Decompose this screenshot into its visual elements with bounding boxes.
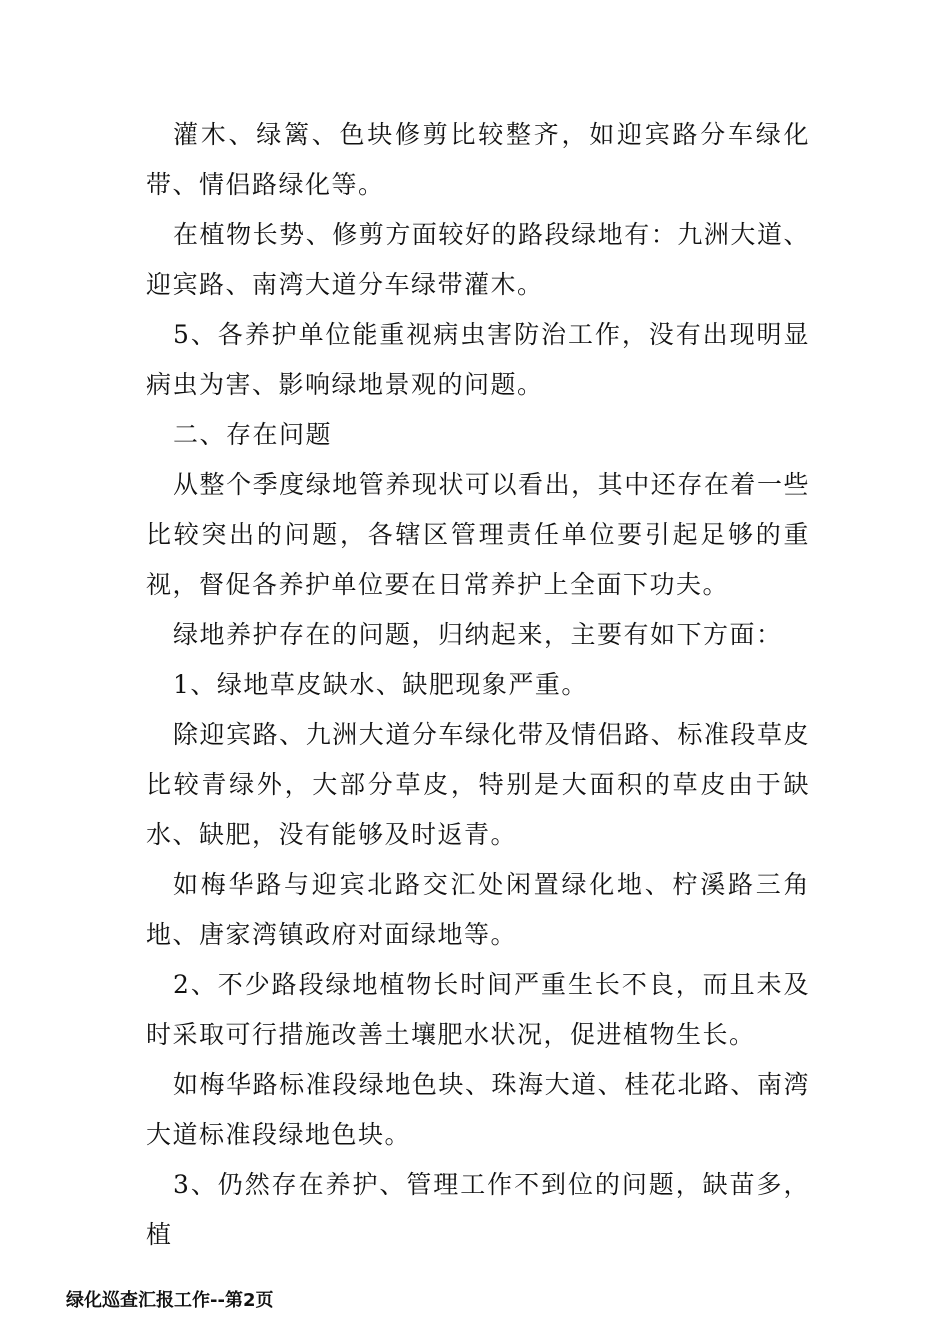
list-item: 1、绿地草皮缺水、缺肥现象严重。 — [173, 670, 588, 699]
document-body — [146, 0, 810, 1260]
paragraph: 绿地养护存在的问题，归纳起来，主要有如下方面： — [173, 620, 783, 649]
paragraph: 如梅华路与迎宾北路交汇处闲置绿化地、柠溪路三角地、唐家湾镇政府对面绿地等。 — [146, 870, 810, 949]
section-heading: 二、存在问题 — [173, 420, 333, 449]
paragraph: 除迎宾路、九洲大道分车绿化带及情侣路、标准段草皮比较青绿外，大部分草皮，特别是大面积的草皮由于缺水、缺肥，没有能够及时返青。 — [146, 720, 810, 849]
list-item: 3、仍然存在养护、管理工作不到位的问题，缺苗多，植 — [146, 1170, 810, 1249]
paragraph: 5、各养护单位能重视病虫害防治工作，没有出现明显病虫为害、影响绿地景观的问题。 — [146, 320, 810, 399]
paragraph: 灌木、绿篱、色块修剪比较整齐，如迎宾路分车绿化带、情侣路绿化等。 — [146, 120, 810, 199]
list-item: 2、不少路段绿地植物长时间严重生长不良，而且未及时采取可行措施改善土壤肥水状况，促进植物生长。 — [146, 970, 810, 1049]
paragraph: 在植物长势、修剪方面较好的路段绿地有：九洲大道、迎宾路、南湾大道分车绿带灌木。 — [146, 220, 810, 299]
page-footer: 绿化巡查汇报工作--第2页 — [66, 1290, 274, 1311]
paragraph: 如梅华路标准段绿地色块、珠海大道、桂花北路、南湾大道标准段绿地色块。 — [146, 1070, 810, 1149]
paragraph: 从整个季度绿地管养现状可以看出，其中还存在着一些比较突出的问题，各辖区管理责任单位要引起足够的重视，督促各养护单位要在日常养护上全面下功夫。 — [146, 470, 810, 599]
